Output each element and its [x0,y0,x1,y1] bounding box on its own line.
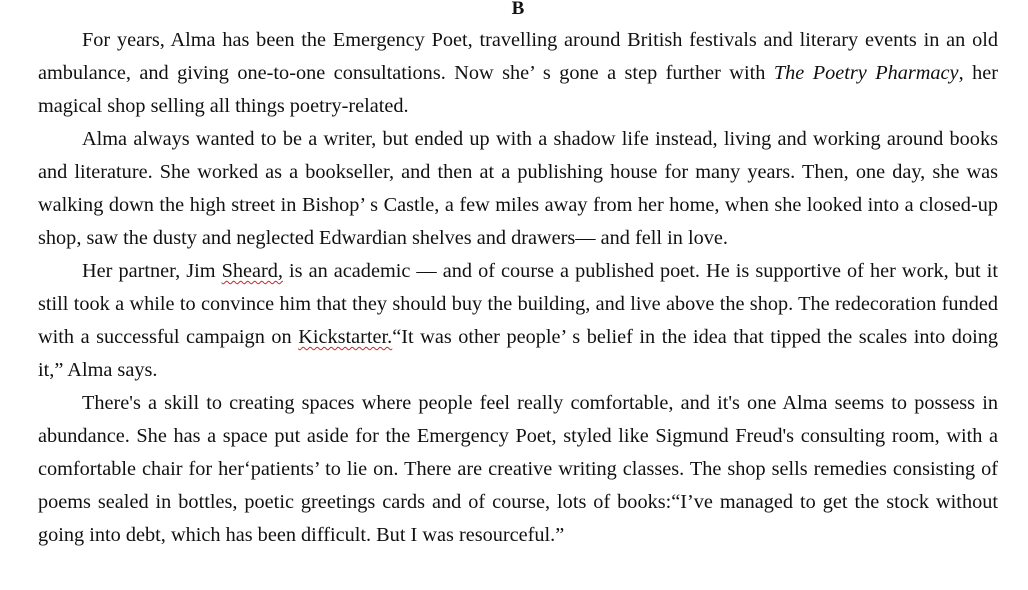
paragraph-1-text-start: For years, Alma has been the Emergency Poet, travelling around British festivals and literary events in an old ambulance, and giving one-to-one consultations. Now she’ s gone a step further with [38,29,998,84]
book-title: The Poetry Pharmacy [773,62,959,84]
spellcheck-word-kickstarter: Kickstarter. [298,326,393,348]
spellcheck-word-sheard: Sheard, [221,260,283,282]
paragraph-3-text-b: is an academic — and of course a published poet. He is supportive of her work, but it still took a while to convince him that they should buy the building, and live above the shop. The redecoration funded with a successful campaign on [38,260,998,348]
paragraph-4: There's a skill to creating spaces where people feel really comfortable, and it's one Alma seems to possess in abundance. She has a space put aside for the Emergency Poet, styled like Sigmund Freud's consulting room, with a comfortable chair for her‘patients’ to lie on. There are creative writing classes. The shop sells remedies consisting of poems sealed in bottles, poetic greetings cards and of course, lots of books:“I’ve managed to get the stock without going into debt, which has been difficult. But I was resourceful.” [38,392,998,546]
document-page [38,0,998,552]
section-heading: B [511,0,525,19]
paragraph-3 [38,255,998,387]
paragraph-3-text-a: Her partner, Jim [82,260,222,282]
paragraph-3-text-c: “It was other people’ s belief in the idea that tipped the scales into doing it,” Alma says. [38,326,999,381]
paragraph-1 [38,24,998,123]
paragraph-2: Alma always wanted to be a writer, but ended up with a shadow life instead, living and working around books and literature. She worked as a bookseller, and then at a publishing house for many years. Then, one day, she was walking down the high street in Bishop’ s Castle, a few miles away from her home, when she looked into a closed-up shop, saw the dusty and neglected Edwardian shelves and drawers— and fell in love. [38,128,998,249]
paragraph-1-text-end: , her magical shop selling all things poetry-related. [38,62,998,117]
